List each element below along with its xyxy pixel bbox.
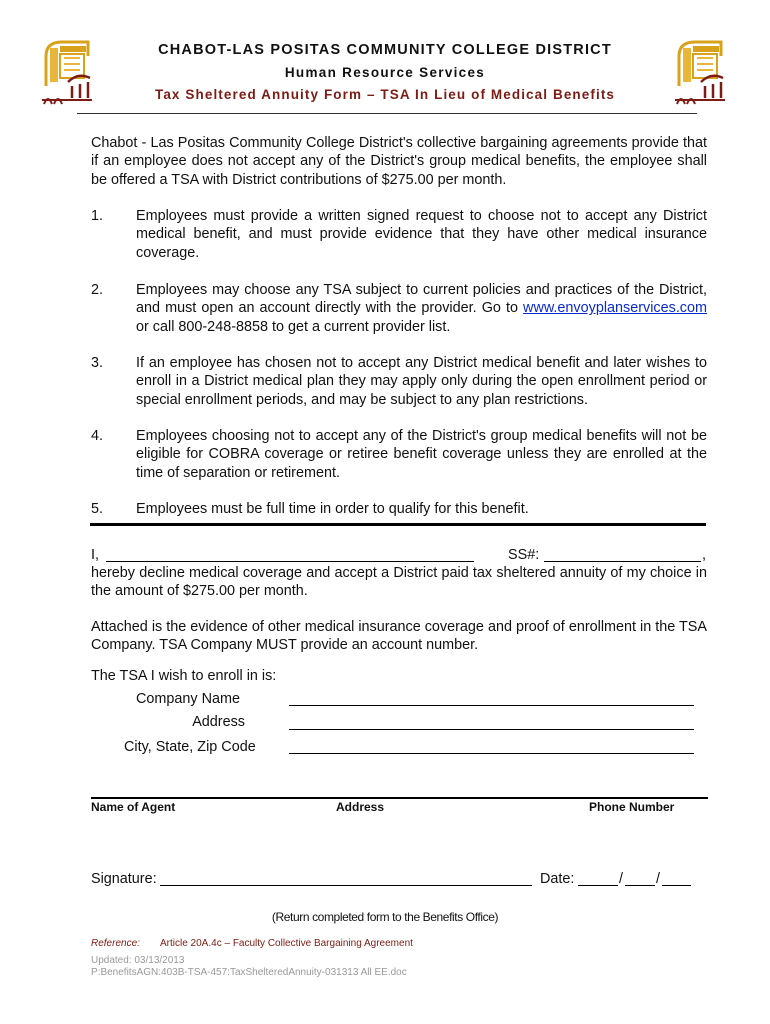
date-label: Date: <box>540 871 575 887</box>
agent-name-header: Name of Agent <box>91 800 176 814</box>
file-path: P:BenefitsAGN:403B-TSA-457:TaxShelteredAnnuity-031313 All EE.doc <box>91 967 407 978</box>
agent-phone-header: Phone Number <box>589 800 675 814</box>
provider-website-link[interactable]: www.envoyplanservices.com <box>523 300 707 317</box>
section-divider <box>90 523 706 526</box>
date-separator: / <box>619 871 623 887</box>
item-number: 1. <box>91 208 104 224</box>
item-text-part: Employees may choose any TSA subject to current policies and practices of the District, and must open an account directly with the provider. Go to <box>136 282 707 317</box>
address-field[interactable] <box>289 729 694 730</box>
form-title: Tax Sheltered Annuity Form – TSA In Lieu of Medical Benefits <box>154 87 616 102</box>
city-state-zip-label: City, State, Zip Code <box>124 739 256 755</box>
reference-label: Reference: <box>91 938 140 949</box>
signature-field[interactable] <box>160 885 532 886</box>
item-number: 2. <box>91 282 104 298</box>
date-day-field[interactable] <box>625 885 655 886</box>
intro-paragraph: Chabot - Las Positas Community College District's collective bargaining agreements provide that if an employee does not accept any of the District's group medical benefits, the employee shall be offered a TSA with District contributions of $275.00 per month. <box>91 135 707 188</box>
item-text-part: or call 800-248-8858 to get a current provider list. <box>136 318 451 335</box>
address-label: Address <box>192 714 245 730</box>
reference-text: Article 20A.4c – Faculty Collective Bargaining Agreement <box>160 938 413 949</box>
tsa-intro: The TSA I wish to enroll in is: <box>91 668 277 684</box>
declaration-i-label: I, <box>91 547 99 563</box>
employee-name-field[interactable] <box>106 561 474 562</box>
company-name-label: Company Name <box>136 691 240 707</box>
ss-end: , <box>702 547 706 563</box>
signature-label: Signature: <box>91 871 157 887</box>
declaration-text: hereby decline medical coverage and accept a District paid tax sheltered annuity of my choice in the amount of $275.00 per month. <box>91 565 707 600</box>
college-district-logo-icon <box>40 38 94 108</box>
city-state-zip-field[interactable] <box>289 753 694 754</box>
date-separator: / <box>656 871 660 887</box>
company-name-field[interactable] <box>289 705 694 706</box>
agent-address-header: Address <box>336 800 385 814</box>
item-number: 3. <box>91 355 104 371</box>
org-name: CHABOT-LAS POSITAS COMMUNITY COLLEGE DISTRICT <box>158 42 612 58</box>
agent-table-rule[interactable] <box>91 797 708 799</box>
item-number: 5. <box>91 501 104 517</box>
ss-label: SS#: <box>508 547 540 563</box>
date-month-field[interactable] <box>578 885 618 886</box>
item-text: Employees choosing not to accept any of the District's group medical benefits will not be eligible for COBRA coverage or retiree benefit coverage unless they are enrolled at the time of separation or retirement. <box>136 428 707 481</box>
item-text <box>136 281 707 336</box>
item-number: 4. <box>91 428 104 444</box>
item-text: Employees must be full time in order to qualify for this benefit. <box>136 501 529 517</box>
item-text: If an employee has chosen not to accept any District medical benefit and later wishes to enroll in a District medical plan they may apply only during the open enrollment period or special enrollment periods, and may be subject to any plan restrictions. <box>136 355 707 408</box>
item-text: Employees must provide a written signed request to choose not to accept any District medical benefit, and must provide evidence that they have other medical insurance coverage. <box>136 208 707 261</box>
header-divider <box>77 113 697 114</box>
department-name: Human Resource Services <box>284 65 486 80</box>
date-year-field[interactable] <box>662 885 691 886</box>
return-note: (Return completed form to the Benefits Office) <box>271 910 499 924</box>
college-district-logo-icon <box>673 38 727 108</box>
ss-number-field[interactable] <box>544 561 701 562</box>
updated-date: Updated: 03/13/2013 <box>91 955 185 966</box>
attached-paragraph: Attached is the evidence of other medical insurance coverage and proof of enrollment in the TSA Company. TSA Company MUST provide an account number. <box>91 619 707 654</box>
